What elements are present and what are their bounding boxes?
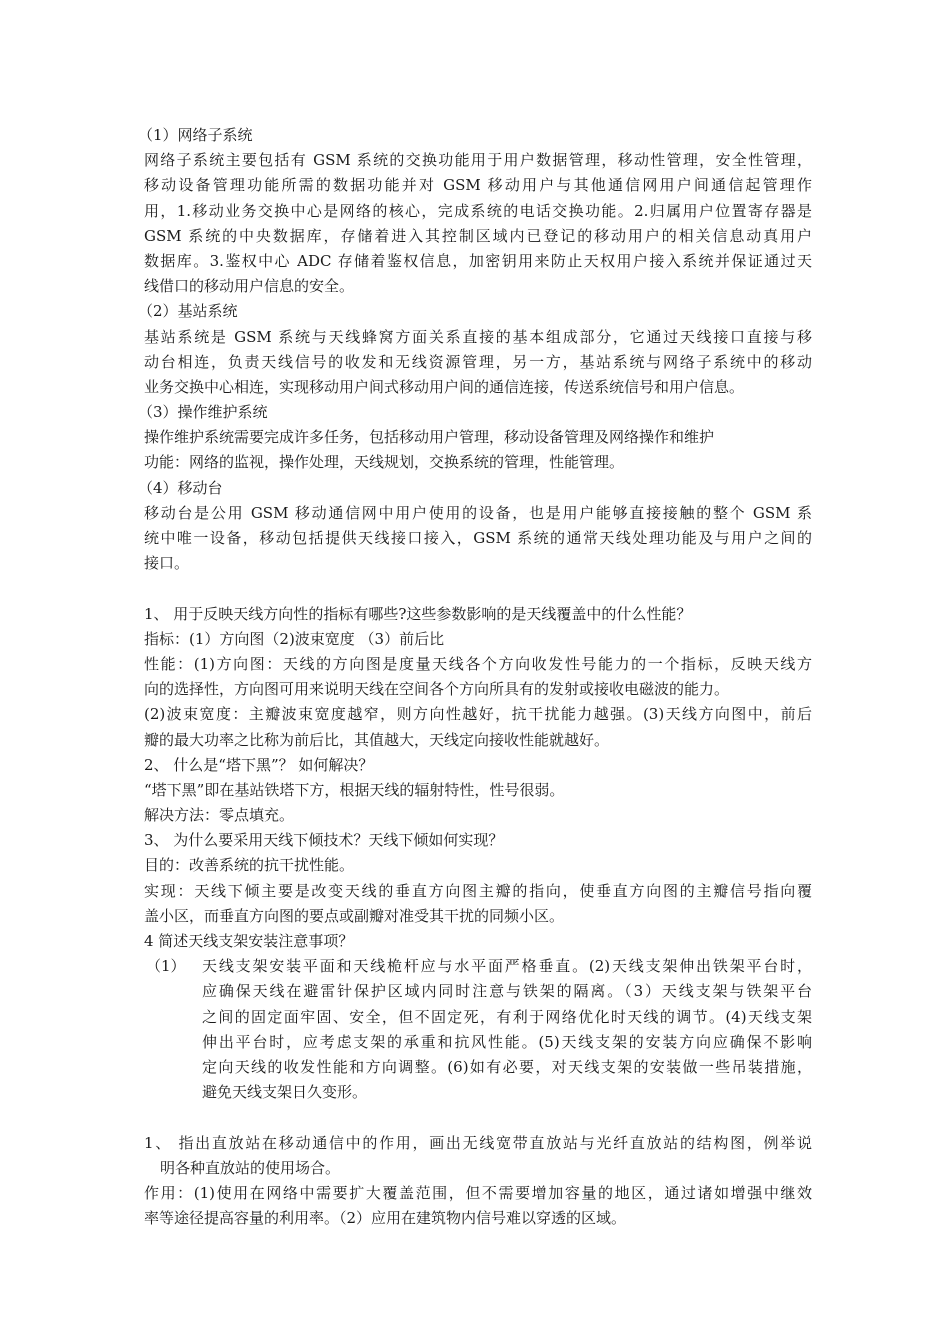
answer-line: 瓣的最大功率之比称为前后比，其值越大，天线定向接收性能就越好。 [144, 730, 610, 749]
answer-line: 指标：(1）方向图（2)波束宽度 （3）前后比 [144, 629, 445, 648]
document-page [138, 123, 812, 1231]
paragraph-line: 用，1.移动业务交换中心是网络的核心，完成系统的电话交换功能。2.归属用户位置寄存器是 [144, 201, 812, 220]
paragraph-line: 接口。 [144, 554, 190, 573]
question-line: 明各种直放站的使用场合。 [160, 1158, 341, 1177]
section-heading: （4）移动台 [138, 478, 223, 497]
paragraph-line: 功能：网络的监视，操作处理，天线规划，交换系统的管理，性能管理。 [144, 453, 625, 472]
list-item-line: 天线支架安装平面和天线桅杆应与水平面严格垂直。(2)天线支架伸出铁架平台时， [202, 957, 812, 976]
question-line: 1、 用于反映天线方向性的指标有哪些?这些参数影响的是天线覆盖中的什么性能？ [144, 604, 692, 623]
paragraph-line: 动台相连，负责天线信号的收发和无线资源管理，另一方，基站系统与网络子系统中的移动 [144, 352, 812, 371]
answer-line: 实现：天线下倾主要是改变天线的垂直方向图主瓣的指向，使垂直方向图的主瓣信号指向覆 [144, 881, 812, 900]
paragraph-line: 基站系统是 GSM 系统与天线蜂窝方面关系直接的基本组成部分，它通过天线接口直接与移 [144, 327, 812, 346]
question-line: 1、 指出直放站在移动通信中的作用，画出无线宽带直放站与光纤直放站的结构图，例举说 [144, 1133, 812, 1152]
section-heading: （3）操作维护系统 [138, 403, 268, 422]
blank-line [144, 1105, 812, 1130]
answer-line: 目的：改善系统的抗干扰性能。 [144, 856, 355, 875]
paragraph-line: 网络子系统主要包括有 GSM 系统的交换功能用于用户数据管理，移动性管理，安全性管理， [144, 151, 812, 170]
answer-line: 解决方法：零点填充。 [144, 806, 295, 825]
answer-line: 性能：(1)方向图：天线的方向图是度量天线各个方向收发性号能力的一个指标，反映天线方 [144, 654, 812, 673]
paragraph-line: 移动台是公用 GSM 移动通信网中用户使用的设备，也是用户能够直接接触的整个 GSM 系 [144, 503, 812, 522]
answer-line: 作用：(1)使用在网络中需要扩大覆盖范围，但不需要增加容量的地区，通过诸如增强中继效 [144, 1183, 812, 1202]
list-item-number: （1） [146, 957, 186, 976]
numbered-list-item [144, 954, 812, 1105]
paragraph-line: 操作维护系统需要完成许多任务，包括移动用户管理，移动设备管理及网络操作和维护 [144, 428, 715, 447]
paragraph-line: GSM 系统的中央数据库，存储着进入其控制区域内已登记的移动用户的相关信息动真用户 [144, 226, 812, 245]
question-line: 3、 为什么要采用天线下倾技术？天线下倾如何实现？ [144, 831, 504, 850]
section-heading: （2）基站系统 [138, 302, 238, 321]
list-item-body [176, 954, 812, 1105]
blank-line [144, 576, 812, 601]
list-item-line: 伸出平台时，应考虑支架的承重和抗风性能。(5)天线支架的安装方向应确保不影响 [202, 1032, 812, 1051]
list-item-line: 应确保天线在避雷针保护区域内同时注意与铁架的隔离。（3）天线支架与铁架平台 [202, 982, 812, 1001]
list-item-line: 之间的固定面牢固、安全，但不固定死，有利于网络优化时天线的调节。(4)天线支架 [202, 1007, 812, 1026]
list-item-line: 定向天线的收发性能和方向调整。(6)如有必要，对天线支架的安装做一些吊装措施， [202, 1057, 812, 1076]
answer-line: 向的选择性，方向图可用来说明天线在空间各个方向所具有的发射或接收电磁波的能力。 [144, 680, 730, 699]
paragraph-line: 移动设备管理功能所需的数据功能并对 GSM 移动用户与其他通信网用户间通信起管理作 [144, 176, 812, 195]
answer-line: (2)波束宽度：主瓣波束宽度越窄，则方向性越好，抗干扰能力越强。(3)天线方向图中，前后 [144, 705, 812, 724]
question-line: 4 简述天线支架安装注意事项？ [144, 932, 354, 950]
paragraph-line: 线借口的移动用户信息的安全。 [144, 277, 355, 296]
paragraph-line: 统中唯一设备，移动包括提供天线接口接入，GSM 系统的通常天线处理功能及与用户之间的 [144, 529, 812, 547]
answer-line: 率等途径提高容量的利用率。（2）应用在建筑物内信号难以穿透的区域。 [144, 1209, 627, 1228]
answer-line: “塔下黑”即在基站铁塔下方，根据天线的辐射特性，性号很弱。 [144, 780, 565, 799]
paragraph-line: 业务交换中心相连，实现移动用户间式移动用户间的通信连接，传送系统信号和用户信息。 [144, 377, 745, 396]
answer-line: 盖小区，而垂直方向图的要点或副瓣对准受其干扰的同频小区。 [144, 906, 565, 925]
question-line: 2、 什么是“塔下黑”？ 如何解决？ [144, 755, 374, 774]
section-heading: （1）网络子系统 [138, 126, 253, 144]
paragraph-line: 数据库。3.鉴权中心 ADC 存储着鉴权信息，加密钥用来防止天权用户接入系统并保证通过天 [144, 251, 812, 270]
list-item-line: 避免天线支架日久变形。 [202, 1083, 368, 1102]
